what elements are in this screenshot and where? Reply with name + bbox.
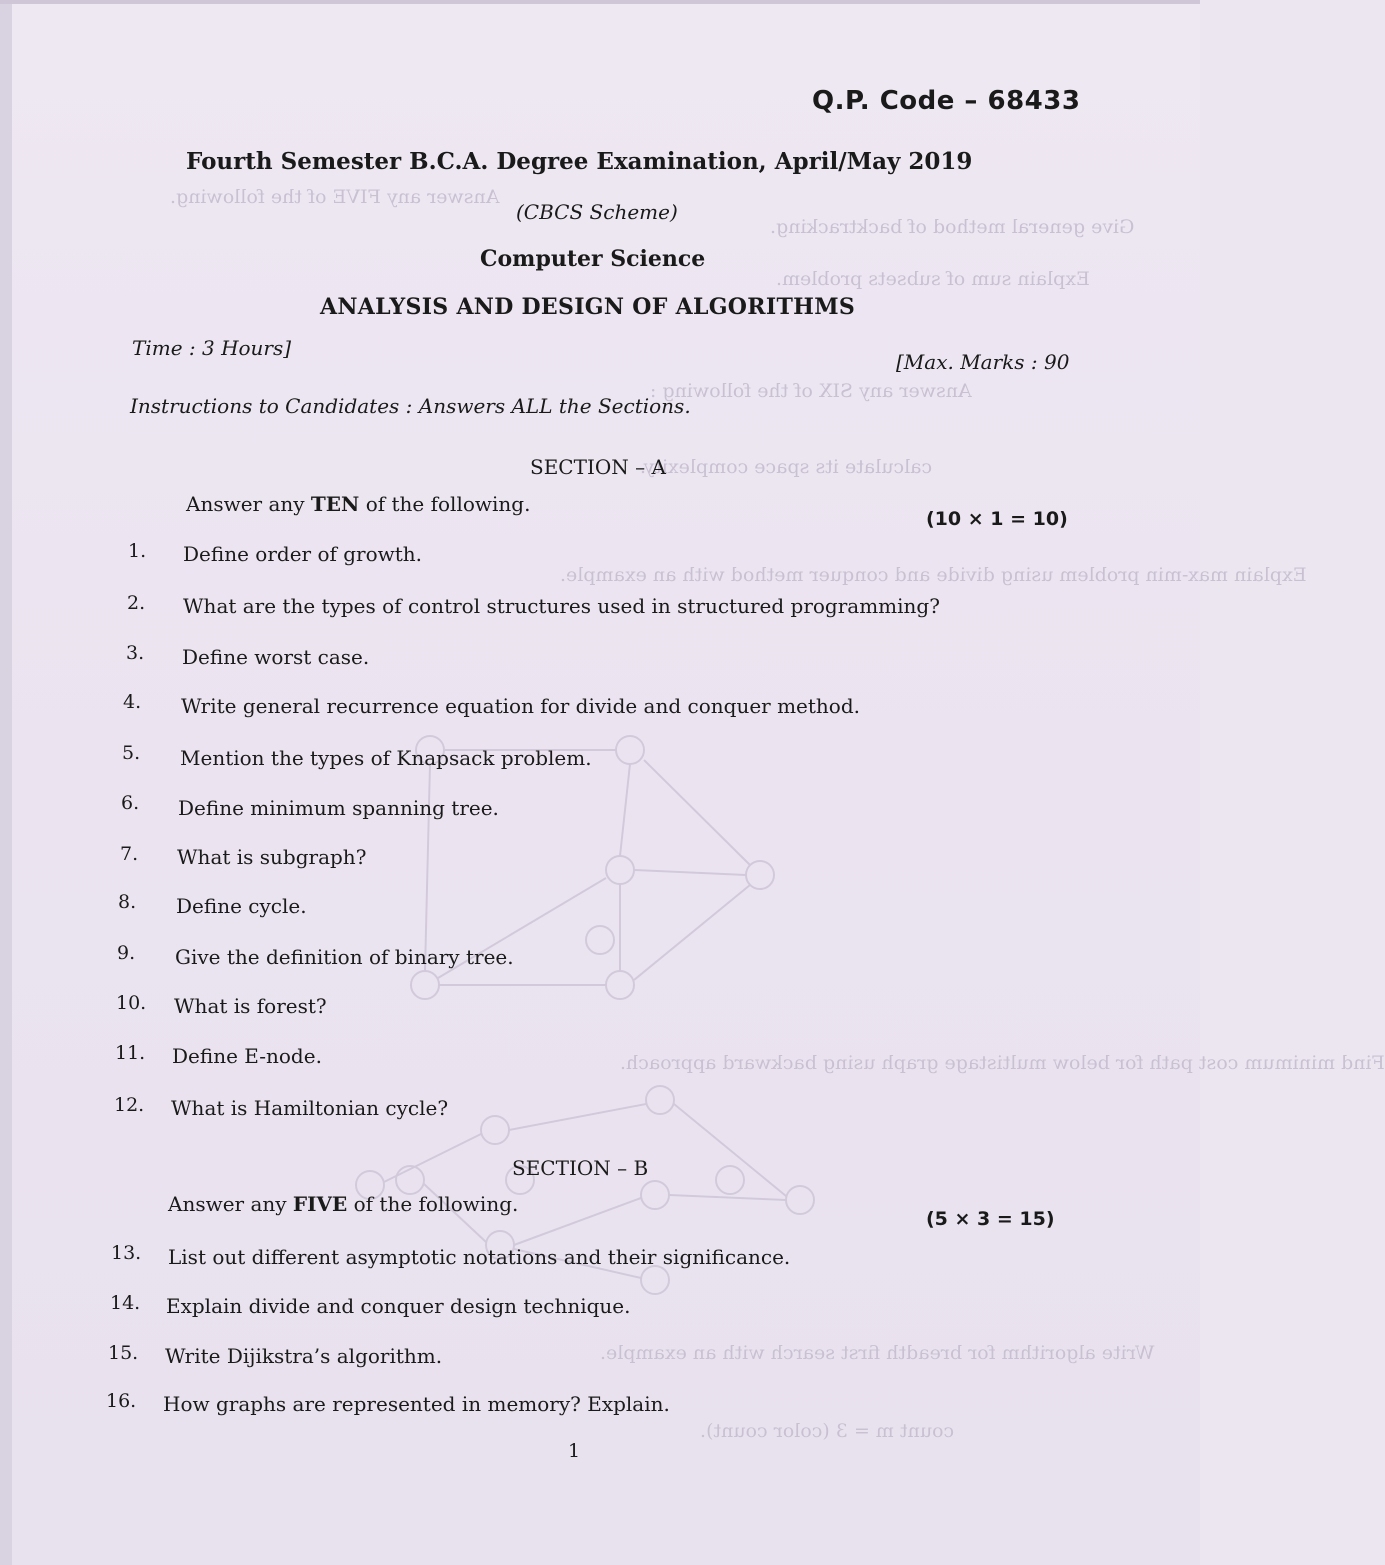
scan-edge-left [0,0,12,1565]
question-text: Give the definition of binary tree. [175,945,514,969]
question-number: 6. [121,792,140,814]
question-text: Explain divide and conquer design technique. [166,1294,631,1318]
question-text: What is forest? [174,994,327,1018]
section-a-instruction: Answer any TEN of the following. [186,492,531,516]
question-number: 5. [122,742,141,764]
question-number: 9. [117,942,136,964]
question-number: 2. [127,592,146,614]
exam-time: Time : 3 Hours] [132,336,292,360]
question-number: 3. [126,642,145,664]
question-number: 12. [114,1094,145,1116]
max-marks: [Max. Marks : 90 [896,350,1070,374]
exam-title: Fourth Semester B.C.A. Degree Examination, April/May 2019 [186,148,973,175]
question-text: Mention the types of Knapsack problem. [180,746,592,770]
question-text: Define E-node. [172,1044,322,1068]
instructions: Instructions to Candidates : Answers ALL the Sections. [130,394,691,418]
question-number: 15. [108,1342,139,1364]
section-b-instruction: Answer any FIVE of the following. [168,1192,519,1216]
question-text: Define minimum spanning tree. [178,796,499,820]
question-text: Define order of growth. [183,542,423,566]
scan-edge-top [0,0,1200,4]
question-text: Define worst case. [182,645,370,669]
question-text: List out different asymptotic notations and their significance. [168,1245,791,1269]
subject: Computer Science [480,246,706,272]
paper-title: ANALYSIS AND DESIGN OF ALGORITHMS [320,294,856,320]
section-b-marks: (5 × 3 = 15) [926,1208,1055,1230]
question-number: 13. [111,1242,142,1264]
question-number: 11. [115,1042,146,1064]
scheme: (CBCS Scheme) [516,200,678,224]
question-number: 4. [123,691,142,713]
section-b-heading: SECTION – B [512,1156,649,1180]
question-text: How graphs are represented in memory? Explain. [163,1392,670,1416]
question-text: What are the types of control structures used in structured programming? [183,594,940,618]
question-text: Define cycle. [176,894,307,918]
question-number: 8. [118,891,137,913]
exam-page: Answer any FIVE of the following. Give general method of backtracking. Explain sum of subsets problem. Answer any SIX of the following : calculate its space complexity. Explain max-min problem using divide and conquer method with an example. Find minimum cost path for below multistage graph using backward approach. Write algorithm for breadth first search with an example. count m = 3 (color count). Q.P. Code – 68433 Fourth Semester B.C.A. Degree Examination, April/May 2019 (CBCS Scheme) Computer Science ANALYSIS AND DESIGN OF ALGORITHMS Time : 3 Hours] [Max. Marks : 90 Instructions to Candidates : Answers ALL the Sections. SECTION – A Answer any TEN of the following. (10 × 1 = 10) 1. Define order of growth. 2. What are the types of control structures used in structured programming? 3. Define worst case. 4. Write general recurrence equation for divide and conquer method. 5. Mention the types of Knapsack problem. 6. Define minimum spanning tree. 7. What is subgraph? 8. Define cycle. 9. Give the definition of binary tree. 10. What is forest? 11. Define E-node. 12. What is Hamiltonian cycle? SECTION – B Answer any FIVE of the following. (5 × 3 = 15) 13. List out different asymptotic notations and their significance. 14. Explain divide and conquer design technique. 15. Write Dijikstra’s algorithm. 16. How graphs are represented in memory? Explain. 1 [0,0,1200,1565]
question-text: Write general recurrence equation for divide and conquer method. [181,694,861,718]
question-text: Write Dijikstra’s algorithm. [165,1344,443,1368]
question-number: 1. [128,540,147,562]
section-a-heading: SECTION – A [530,455,666,479]
qp-code: Q.P. Code – 68433 [812,86,1081,116]
question-text: What is Hamiltonian cycle? [171,1096,449,1120]
page-number: 1 [568,1440,581,1462]
question-number: 16. [106,1390,137,1412]
question-number: 10. [116,992,147,1014]
question-number: 7. [120,843,139,865]
section-a-marks: (10 × 1 = 10) [926,508,1068,530]
question-text: What is subgraph? [177,845,367,869]
question-number: 14. [110,1292,141,1314]
